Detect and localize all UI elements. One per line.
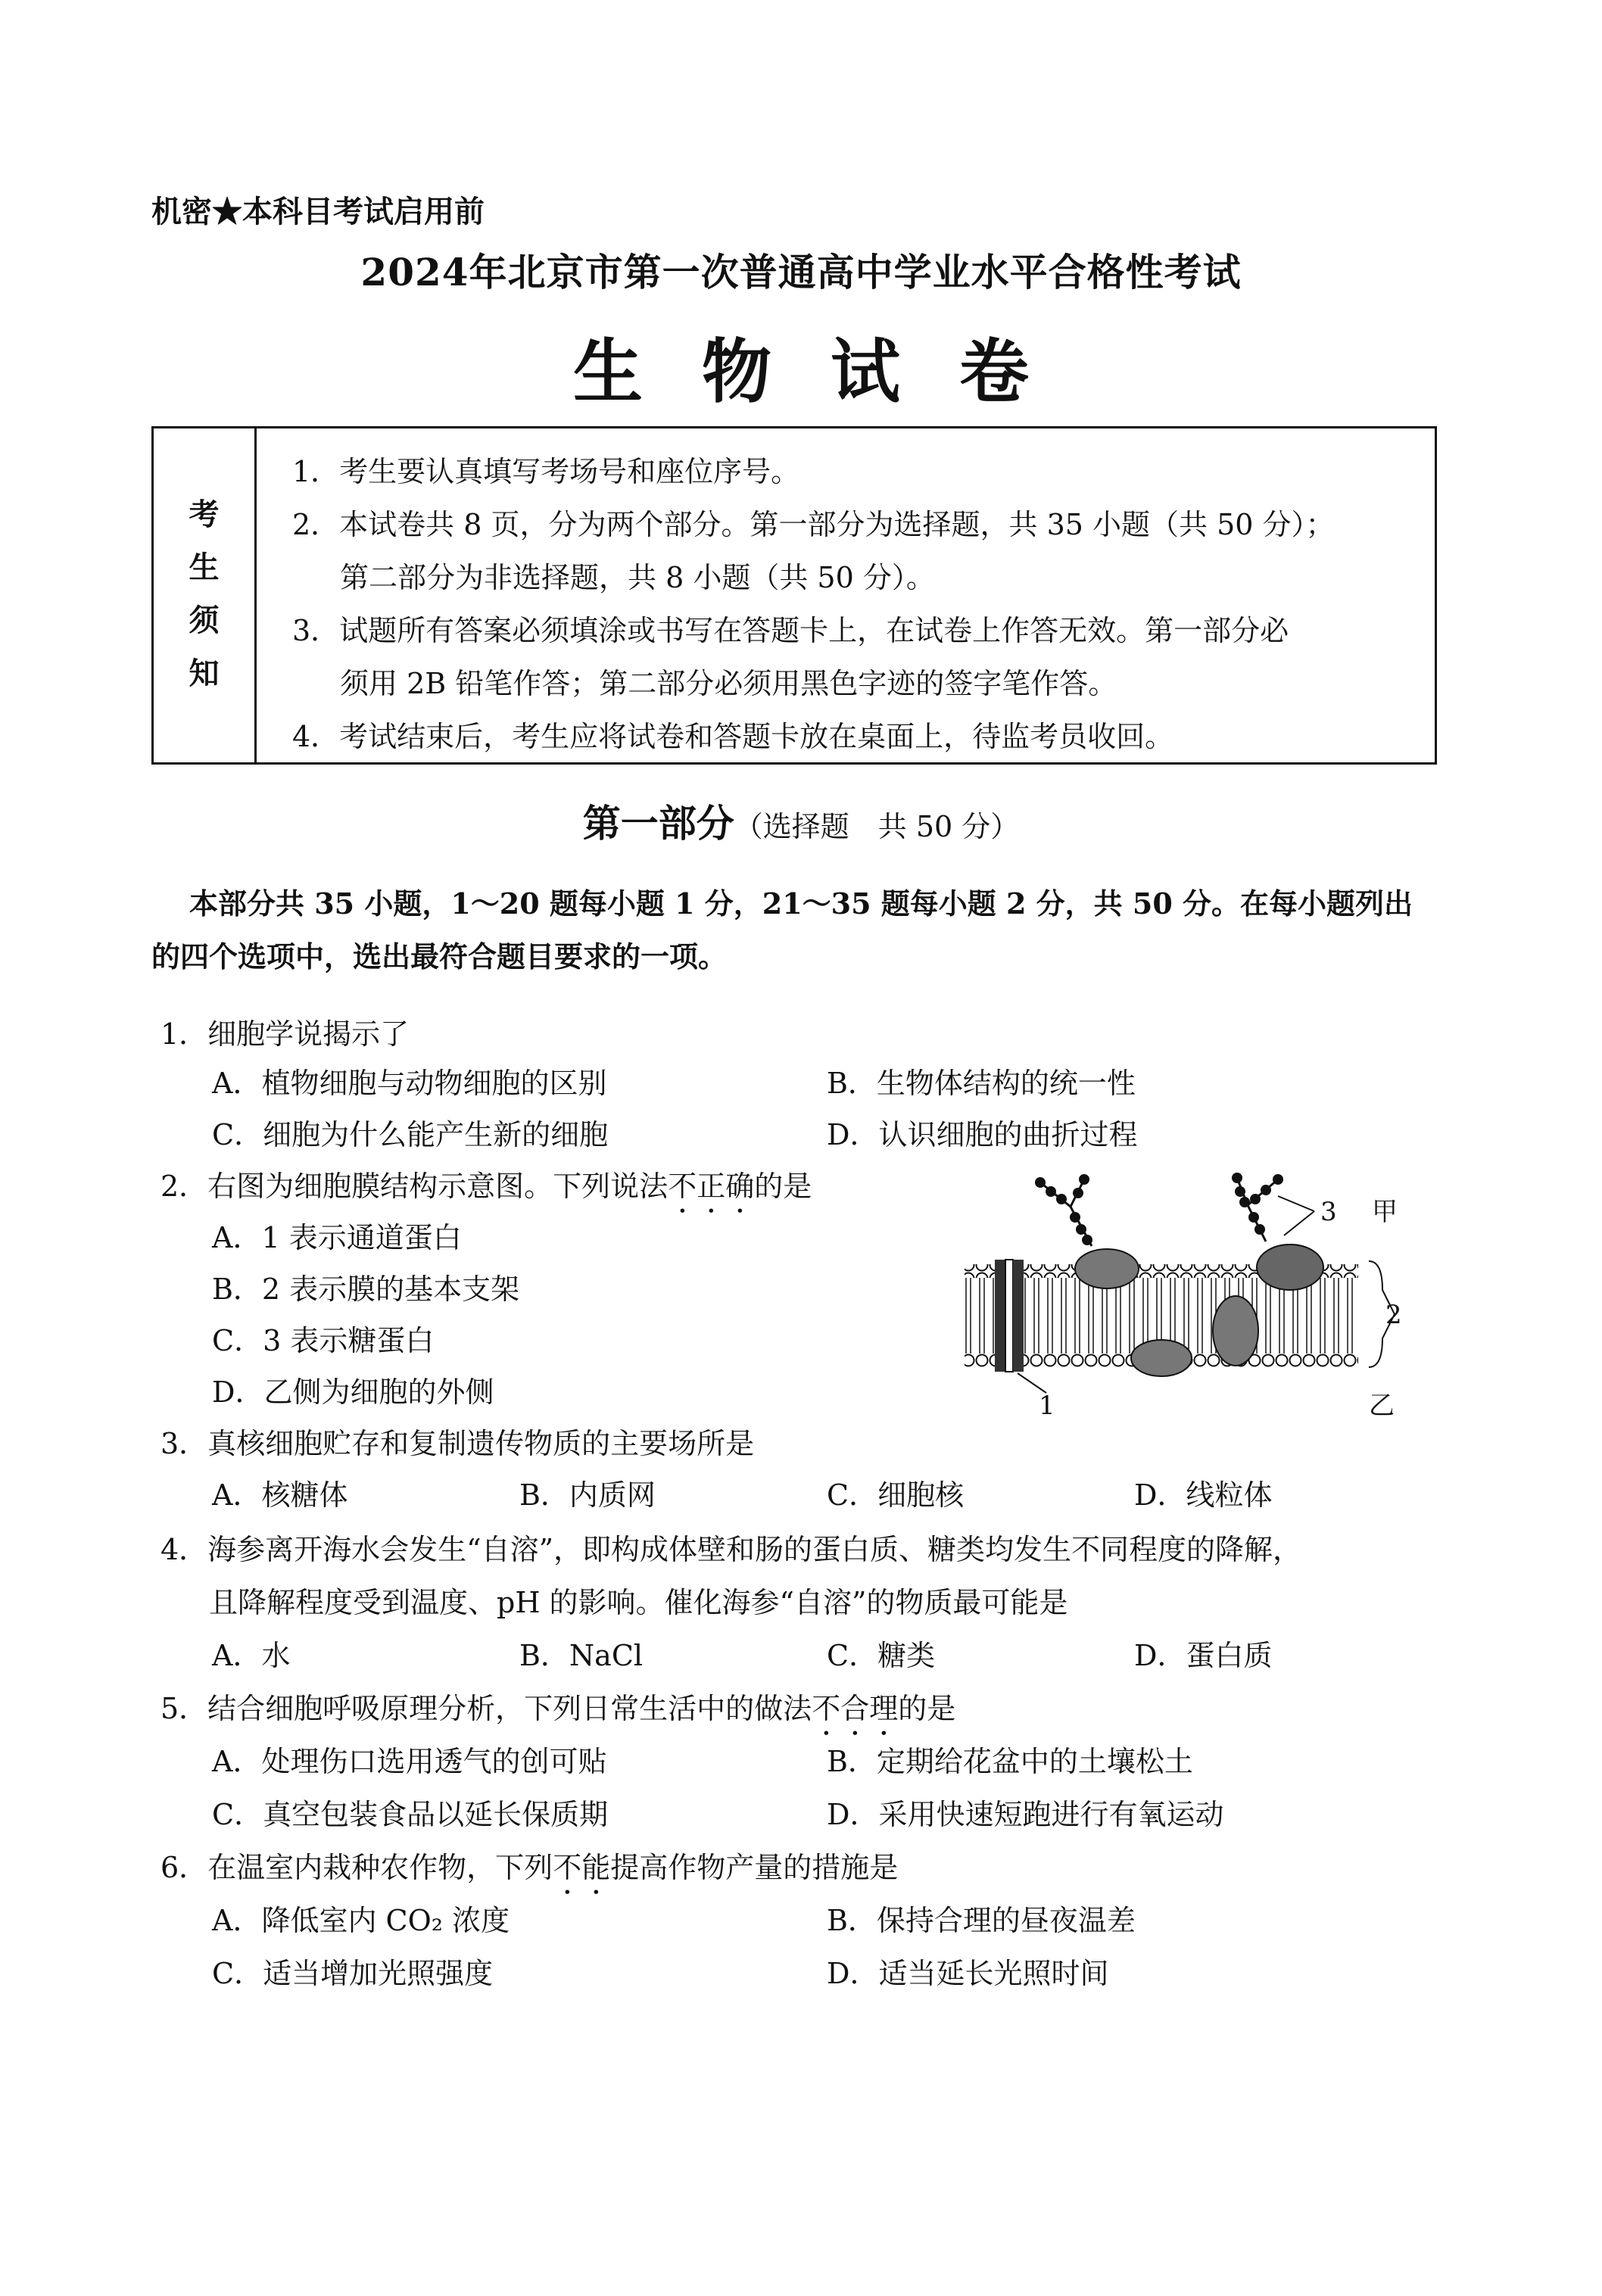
part-one-instructions: 本部分共 35 小题，1～20 题每小题 1 分，21～35 题每小题 2 分，共 50 分。在每小题列出: [189, 886, 1413, 921]
question-5-option-c: C．真空包装食品以延长保质期: [212, 1798, 609, 1831]
label-outer-side: 甲: [1372, 1197, 1398, 1227]
question-6-option-a: A．降低室内 CO₂ 浓度: [212, 1904, 510, 1937]
question-1-option-a: A．植物细胞与动物细胞的区别: [212, 1067, 607, 1100]
emphasis-text: 不合理: [812, 1692, 899, 1725]
question-4-option-a: A．水: [212, 1639, 291, 1672]
notice-line: 4．考试结束后，考生应将试卷和答题卡放在桌面上，待监考员收回。: [292, 720, 1174, 753]
question-3-option-d: D．线粒体: [1134, 1478, 1273, 1512]
part-one-title: 第一部分: [582, 801, 734, 846]
question-4-option-b: B．NaCl: [519, 1639, 644, 1672]
notice-label-char: 须: [189, 603, 220, 638]
question-6-option-d: D．适当延长光照时间: [827, 1957, 1109, 1990]
label-inner-side: 乙: [1369, 1391, 1395, 1417]
notice-line: 第二部分为非选择题，共 8 小题（共 50 分）。: [340, 561, 935, 594]
subject-title: 生物试卷: [572, 331, 1088, 413]
question-2-stem: 2．右图为细胞膜结构示意图。下列说法不正确的是: [161, 1170, 812, 1203]
notice-line: 1．考生要认真填写考场号和座位序号。: [292, 455, 800, 488]
question-4-option-d: D．蛋白质: [1134, 1639, 1273, 1672]
emphasis-text: 不能: [553, 1851, 611, 1884]
question-2-option-b: B．2 表示膜的基本支架: [212, 1273, 520, 1306]
notice-label: [154, 428, 257, 762]
label-channel: 1: [1039, 1391, 1055, 1417]
question-3-option-c: C．细胞核: [827, 1478, 965, 1512]
question-5-stem: 5．结合细胞呼吸原理分析，下列日常生活中的做法不合理的是: [161, 1692, 956, 1725]
question-2-option-a: A．1 表示通道蛋白: [212, 1221, 462, 1254]
question-6-option-c: C．适当增加光照强度: [212, 1957, 494, 1990]
part-one-subtitle: （选择题 共 50 分）: [734, 810, 1020, 843]
question-4-option-c: C．糖类: [827, 1639, 936, 1672]
channel-protein: [995, 1260, 1024, 1372]
label-glycoprotein: 3: [1320, 1197, 1337, 1227]
part-one-heading: [0, 793, 1602, 848]
question-6-stem: 6．在温室内栽种农作物，下列不能提高作物产量的措施是: [161, 1851, 899, 1884]
question-1-option-c: C．细胞为什么能产生新的细胞: [212, 1118, 609, 1151]
question-3-stem: 3．真核细胞贮存和复制遗传物质的主要场所是: [161, 1427, 755, 1460]
part-one-instructions: 的四个选项中，选出最符合题目要求的一项。: [151, 939, 728, 974]
question-2-option-c: C．3 表示糖蛋白: [212, 1324, 435, 1357]
notice-line: 须用 2B 铅笔作答；第二部分必须用黑色字迹的签字笔作答。: [340, 667, 1117, 700]
question-5-option-d: D．采用快速短跑进行有氧运动: [827, 1798, 1224, 1831]
exam-notice-box: [151, 426, 1437, 765]
question-3-option-b: B．内质网: [519, 1478, 656, 1512]
question-2-option-d: D．乙侧为细胞的外侧: [212, 1375, 494, 1409]
exam-title: 2024年北京市第一次普通高中学业水平合格性考试: [360, 250, 1242, 294]
question-5-option-b: B．定期给花盆中的土壤松土: [827, 1745, 1193, 1778]
confidential-label: 机密★本科目考试启用前: [151, 194, 485, 229]
question-3-option-a: A．核糖体: [212, 1478, 348, 1512]
notice-label-char: 考: [189, 497, 220, 532]
question-1-option-d: D．认识细胞的曲折过程: [827, 1118, 1138, 1151]
notice-label-char: 生: [189, 550, 220, 585]
question-6-option-b: B．保持合理的昼夜温差: [827, 1904, 1136, 1937]
cell-membrane-diagram: [948, 1163, 1405, 1417]
question-4-stem: 4．海参离开海水会发生“自溶”，即构成体壁和肠的蛋白质、糖类均发生不同程度的降解，: [161, 1533, 1302, 1566]
question-4-stem-continued: 且降解程度受到温度、pH 的影响。催化海参“自溶”的物质最可能是: [209, 1586, 1068, 1619]
notice-line: 2．本试卷共 8 页，分为两个部分。第一部分为选择题，共 35 小题（共 50 分）；: [292, 508, 1335, 541]
notice-label-char: 知: [189, 656, 220, 691]
notice-line: 3．试题所有答案必须填涂或书写在答题卡上，在试卷上作答无效。第一部分必: [292, 614, 1289, 647]
question-1-stem: 1．细胞学说揭示了: [161, 1017, 410, 1051]
label-bilayer: 2: [1385, 1300, 1402, 1330]
emphasis-text: 不正确: [668, 1170, 755, 1203]
question-1-option-b: B．生物体结构的统一性: [827, 1067, 1136, 1100]
question-5-option-a: A．处理伤口选用透气的创可贴: [212, 1745, 607, 1778]
